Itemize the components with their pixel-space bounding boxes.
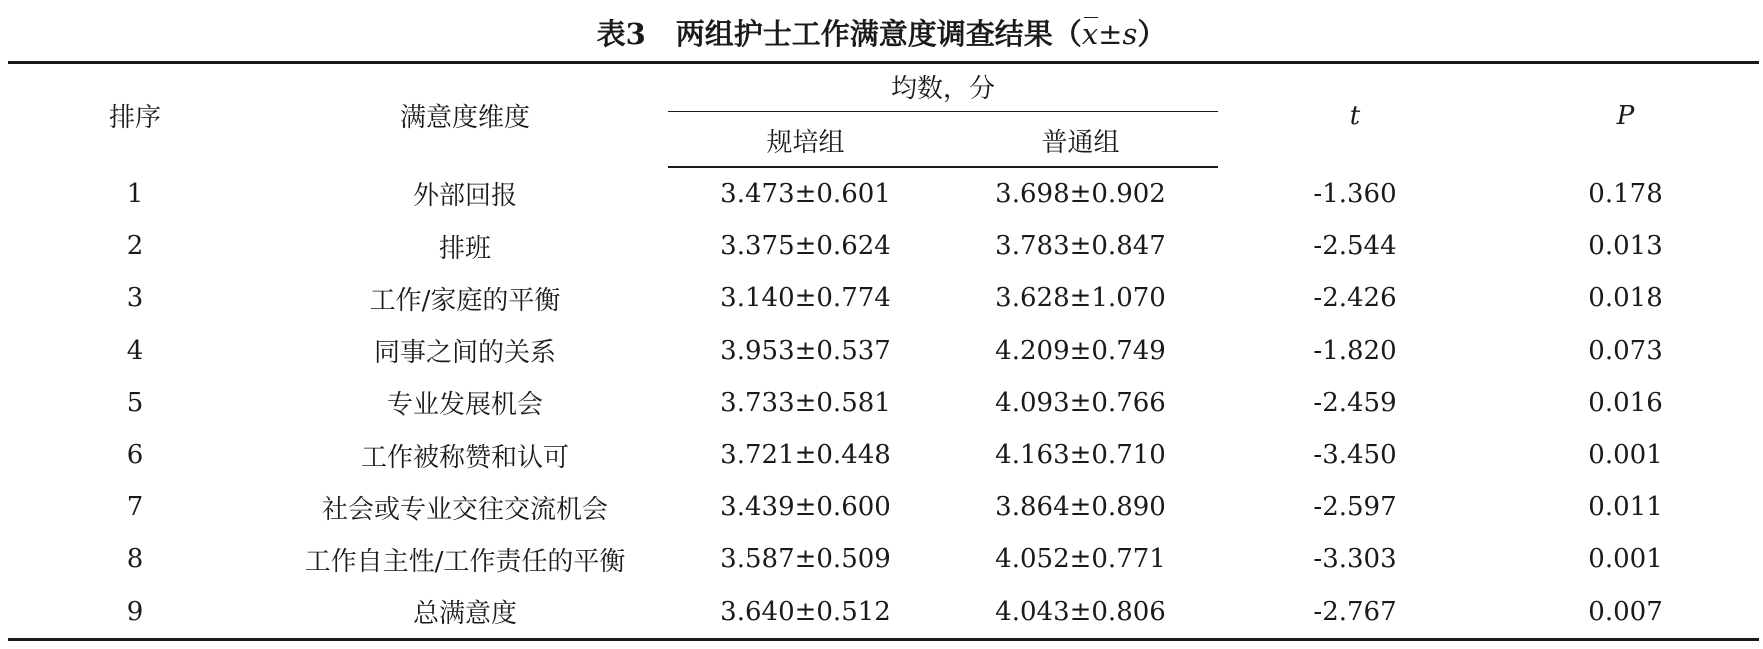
cell-group-b: 4.209±0.749 xyxy=(995,335,1166,366)
cell-p: 0.013 xyxy=(1588,231,1663,262)
cell-p: 0.011 xyxy=(1588,492,1663,523)
cell-group-a: 3.375±0.624 xyxy=(720,231,891,262)
cell-rank: 5 xyxy=(126,387,144,418)
table-row xyxy=(8,429,1759,481)
header-group-b: 普通组 xyxy=(943,115,1218,167)
cell-group-a: 3.640±0.512 xyxy=(668,586,943,640)
table-body xyxy=(8,167,1759,639)
cell-dimension: 排班 xyxy=(438,233,491,264)
header-mean-label: 均数，分 xyxy=(668,68,1218,112)
header-dimension: 满意度维度 xyxy=(262,63,668,168)
cell-group-b: 3.698±0.902 xyxy=(995,179,1166,210)
cell-p: 0.016 xyxy=(1588,387,1663,418)
cell-dimension: 社会或专业交往交流机会 xyxy=(321,494,608,525)
table-row xyxy=(8,167,1759,220)
table-title: 两组护士工作满意度调查结果（ xyxy=(675,17,1082,51)
table-row xyxy=(8,533,1759,585)
header-t: t xyxy=(1218,63,1492,168)
cell-dimension: 同事之间的关系 xyxy=(373,338,556,369)
table-row xyxy=(8,481,1759,533)
cell-p: 0.073 xyxy=(1588,335,1663,366)
cell-p: 0.001 xyxy=(1588,440,1663,471)
table-row xyxy=(8,586,1759,640)
cell-t: -2.459 xyxy=(1313,387,1397,418)
header-p: P xyxy=(1492,63,1759,168)
cell-group-b: 4.052±0.771 xyxy=(995,544,1166,575)
cell-p: 0.007 xyxy=(1492,586,1759,640)
mean-symbol: x xyxy=(1082,12,1098,56)
table-row xyxy=(8,220,1759,272)
cell-group-b: 4.163±0.710 xyxy=(995,440,1166,471)
cell-t: -1.360 xyxy=(1313,178,1397,209)
cell-dimension: 工作/家庭的平衡 xyxy=(369,285,561,316)
table-number: 表3 xyxy=(596,17,646,51)
table-row xyxy=(8,325,1759,377)
cell-group-b: 3.783±0.847 xyxy=(995,231,1166,262)
cell-dimension: 专业发展机会 xyxy=(386,390,543,421)
cell-dimension: 工作被称赞和认可 xyxy=(360,442,569,473)
cell-p: 0.178 xyxy=(1588,178,1663,209)
cell-rank: 7 xyxy=(126,492,144,523)
cell-group-a: 3.721±0.448 xyxy=(720,440,891,471)
cell-rank: 8 xyxy=(126,544,144,575)
cell-rank: 6 xyxy=(126,440,144,471)
cell-group-a: 3.587±0.509 xyxy=(720,544,891,575)
cell-group-b: 4.093±0.766 xyxy=(995,387,1166,418)
header-group-a: 规培组 xyxy=(668,115,943,167)
sd-symbol: s xyxy=(1122,17,1138,51)
cell-p: 0.001 xyxy=(1588,544,1663,575)
cell-t: -2.426 xyxy=(1313,283,1397,314)
cell-group-a: 3.439±0.600 xyxy=(720,492,891,523)
cell-group-b: 4.043±0.806 xyxy=(943,586,1218,640)
cell-rank: 9 xyxy=(8,586,262,640)
cell-rank: 3 xyxy=(126,283,144,314)
cell-group-a: 3.473±0.601 xyxy=(720,179,891,210)
cell-rank: 2 xyxy=(126,231,144,262)
table-caption xyxy=(0,12,1763,56)
cell-group-a: 3.140±0.774 xyxy=(720,283,891,314)
header-mean-group xyxy=(668,63,1218,116)
header-rank: 排序 xyxy=(8,63,262,168)
cell-t: -2.597 xyxy=(1313,492,1397,523)
cell-t: -1.820 xyxy=(1313,335,1397,366)
cell-dimension: 总满意度 xyxy=(262,586,668,640)
table-row xyxy=(8,377,1759,429)
cell-rank: 1 xyxy=(126,178,144,209)
cell-group-a: 3.953±0.537 xyxy=(720,335,891,366)
cell-rank: 4 xyxy=(126,335,144,366)
cell-t: -2.544 xyxy=(1313,231,1397,262)
table-row xyxy=(8,272,1759,324)
cell-dimension: 工作自主性/工作责任的平衡 xyxy=(304,546,626,577)
cell-dimension: 外部回报 xyxy=(412,181,517,212)
plus-minus-symbol: ± xyxy=(1098,17,1123,51)
satisfaction-table xyxy=(8,61,1759,641)
cell-t: -2.767 xyxy=(1218,586,1492,640)
cell-group-b: 3.628±1.070 xyxy=(995,283,1166,314)
cell-group-b: 3.864±0.890 xyxy=(995,492,1166,523)
cell-t: -3.303 xyxy=(1313,544,1397,575)
cell-group-a: 3.733±0.581 xyxy=(720,387,891,418)
caption-close-paren: ） xyxy=(1137,17,1167,51)
cell-p: 0.018 xyxy=(1588,283,1663,314)
cell-t: -3.450 xyxy=(1313,440,1397,471)
